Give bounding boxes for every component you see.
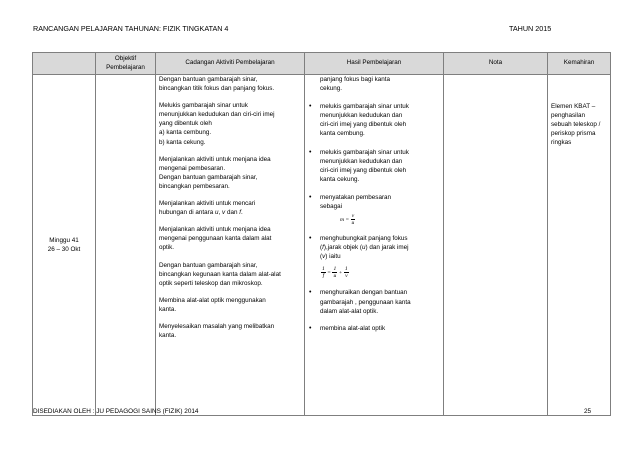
column-header-objective-line2: Pembelajaran xyxy=(106,63,145,71)
list-item xyxy=(308,193,440,226)
activity-line: Menjalankan aktiviti untuk menjana idea xyxy=(159,226,271,234)
activity-line: menunjukkan kedudukan dan ciri-ciri imej xyxy=(159,111,275,119)
activity-line: Dengan bantuan gambarajah sinar, xyxy=(159,76,258,83)
formula-fraction xyxy=(344,266,349,279)
lens-formula xyxy=(320,266,440,279)
outcome-line: kanta cembung. xyxy=(320,130,365,138)
fraction-denominator: u xyxy=(333,273,337,280)
table-header-row xyxy=(33,53,611,75)
activity-line: a) kanta cembung. xyxy=(159,129,212,137)
outcome-line: dalam alat-alat optik. xyxy=(320,307,379,315)
skills-line: penghasilan xyxy=(551,112,585,120)
formula-operator: + xyxy=(339,270,343,277)
outcome-line: gambarajah , penggunaan kanta xyxy=(320,298,411,306)
skills-cell xyxy=(548,75,611,416)
formula-fraction xyxy=(351,213,355,226)
list-item xyxy=(308,148,440,184)
outcome-line: • membina alat-alat optik xyxy=(320,324,386,332)
fraction-denominator: u xyxy=(351,220,355,227)
formula-operator: = xyxy=(327,270,331,277)
activity-line: mengenai penggunaan kanta dalam alat xyxy=(159,235,272,243)
activity-line: optik. xyxy=(159,244,175,252)
list-item xyxy=(308,234,440,279)
activity-line: Dengan bantuan gambarajah sinar, xyxy=(159,173,258,181)
formula-fraction xyxy=(321,266,326,279)
column-header-notes: Nota xyxy=(444,53,548,75)
activity-line: bincangkan titik fokus dan panjang fokus. xyxy=(159,85,275,93)
outcome-line: ciri-ciri imej yang dibentuk oleh xyxy=(320,121,407,129)
formula-fraction xyxy=(332,266,337,279)
activity-line: bincangkan kegunaan kanta dalam alat-alat xyxy=(159,270,281,278)
column-header-outcomes: Hasil Pembelajaran xyxy=(305,53,444,75)
formula-symbol: m xyxy=(340,217,345,224)
column-header-objective xyxy=(96,53,156,75)
activity-line: b) kanta cekung. xyxy=(159,138,206,146)
outcome-line: (f),jarak objek (u) dan jarak imej xyxy=(320,244,409,252)
outcome-line: cekung. xyxy=(320,85,343,93)
activity-line: kanta. xyxy=(159,305,177,313)
outcome-line: panjang fokus bagi kanta xyxy=(320,76,391,83)
activity-line: yang dibentuk oleh xyxy=(159,120,212,128)
objective-cell xyxy=(96,75,156,416)
activity-line: Membina alat-alat optik menggunakan xyxy=(159,296,266,304)
fraction-numerator: v xyxy=(351,213,355,220)
week-dates: 26 – 30 Okt xyxy=(47,246,81,253)
magnification-formula xyxy=(320,213,440,226)
column-header-week xyxy=(33,53,96,75)
notes-cell xyxy=(444,75,548,416)
activity-line: Melukis gambarajah sinar untuk xyxy=(159,102,248,110)
activity-line: Dengan bantuan gambarajah sinar, xyxy=(159,261,258,269)
outcome-line: kanta cekung. xyxy=(320,175,360,183)
outcome-line: menunjukkan kedudukan dan xyxy=(320,157,403,165)
activity-line: bincangkan pembesaran. xyxy=(159,182,230,190)
fraction-denominator: v xyxy=(345,273,348,280)
activities-cell xyxy=(156,75,305,416)
outcome-line: • melukis gambarajah sinar untuk xyxy=(320,103,409,111)
list-item xyxy=(308,324,440,333)
column-header-objective-line1: Objektif xyxy=(114,55,137,62)
table-row xyxy=(33,75,611,416)
fraction-numerator: 1 xyxy=(344,266,348,273)
outcome-line: • menyatakan pembesaran xyxy=(320,193,392,201)
fraction-numerator: 1 xyxy=(333,266,337,273)
fraction-denominator: f xyxy=(322,273,325,280)
formula-operator: = xyxy=(345,217,349,224)
outcome-line: • menghuraikan dengan bantuan xyxy=(320,289,408,297)
activity-line: mengenai pembesaran. xyxy=(159,164,226,172)
activity-line: Menjalankan aktiviti untuk menjana idea xyxy=(159,155,271,163)
skills-line: ringkas xyxy=(551,139,572,147)
footer-credit: DISEDIAKAN OLEH : JU PEDAGOGI SAINS (FIZIK) 2014 xyxy=(33,408,199,415)
activity-line: optik seperti teleskop dan mikroskop. xyxy=(159,279,263,287)
week-cell xyxy=(33,75,96,416)
document-title: RANCANGAN PELAJARAN TAHUNAN: FIZIK TINGKATAN 4 xyxy=(33,24,229,33)
list-item xyxy=(308,288,440,315)
page-number: 25 xyxy=(584,408,592,415)
skills-line: periskop prisma xyxy=(551,130,596,138)
outcome-line: (v) iaitu xyxy=(320,253,341,261)
activity-line: Menjalankan aktiviti untuk mencari xyxy=(159,200,256,208)
outcome-line: • menghubungkait panjang fokus xyxy=(320,235,408,243)
document-year: TAHUN 2015 xyxy=(509,24,552,33)
outcome-line: ciri-ciri imej yang dibentuk oleh xyxy=(320,166,407,174)
outcome-line: sebagai xyxy=(320,203,343,211)
column-header-skills: Kemahiran xyxy=(548,53,611,75)
list-item xyxy=(308,102,440,138)
activity-line: Menyelesaikan masalah yang melibatkan xyxy=(159,322,275,330)
activity-line: kanta. xyxy=(159,332,177,340)
outcome-line: • melukis gambarajah sinar untuk xyxy=(320,148,409,156)
fraction-numerator: 1 xyxy=(322,266,325,273)
activity-line: hubungan di antara u, v dan f. xyxy=(159,209,243,217)
outcome-line: menunjukkan kedudukan dan xyxy=(320,112,403,120)
outcomes-list xyxy=(308,102,440,333)
skills-line: Elemen KBAT – xyxy=(551,103,596,110)
column-header-activities: Cadangan Aktiviti Pembelajaran xyxy=(156,53,305,75)
skills-line: sebuah teleskop / xyxy=(551,121,601,129)
lesson-plan-table xyxy=(32,52,611,416)
outcomes-cell xyxy=(305,75,444,416)
week-number: Minggu 41 xyxy=(49,236,79,244)
